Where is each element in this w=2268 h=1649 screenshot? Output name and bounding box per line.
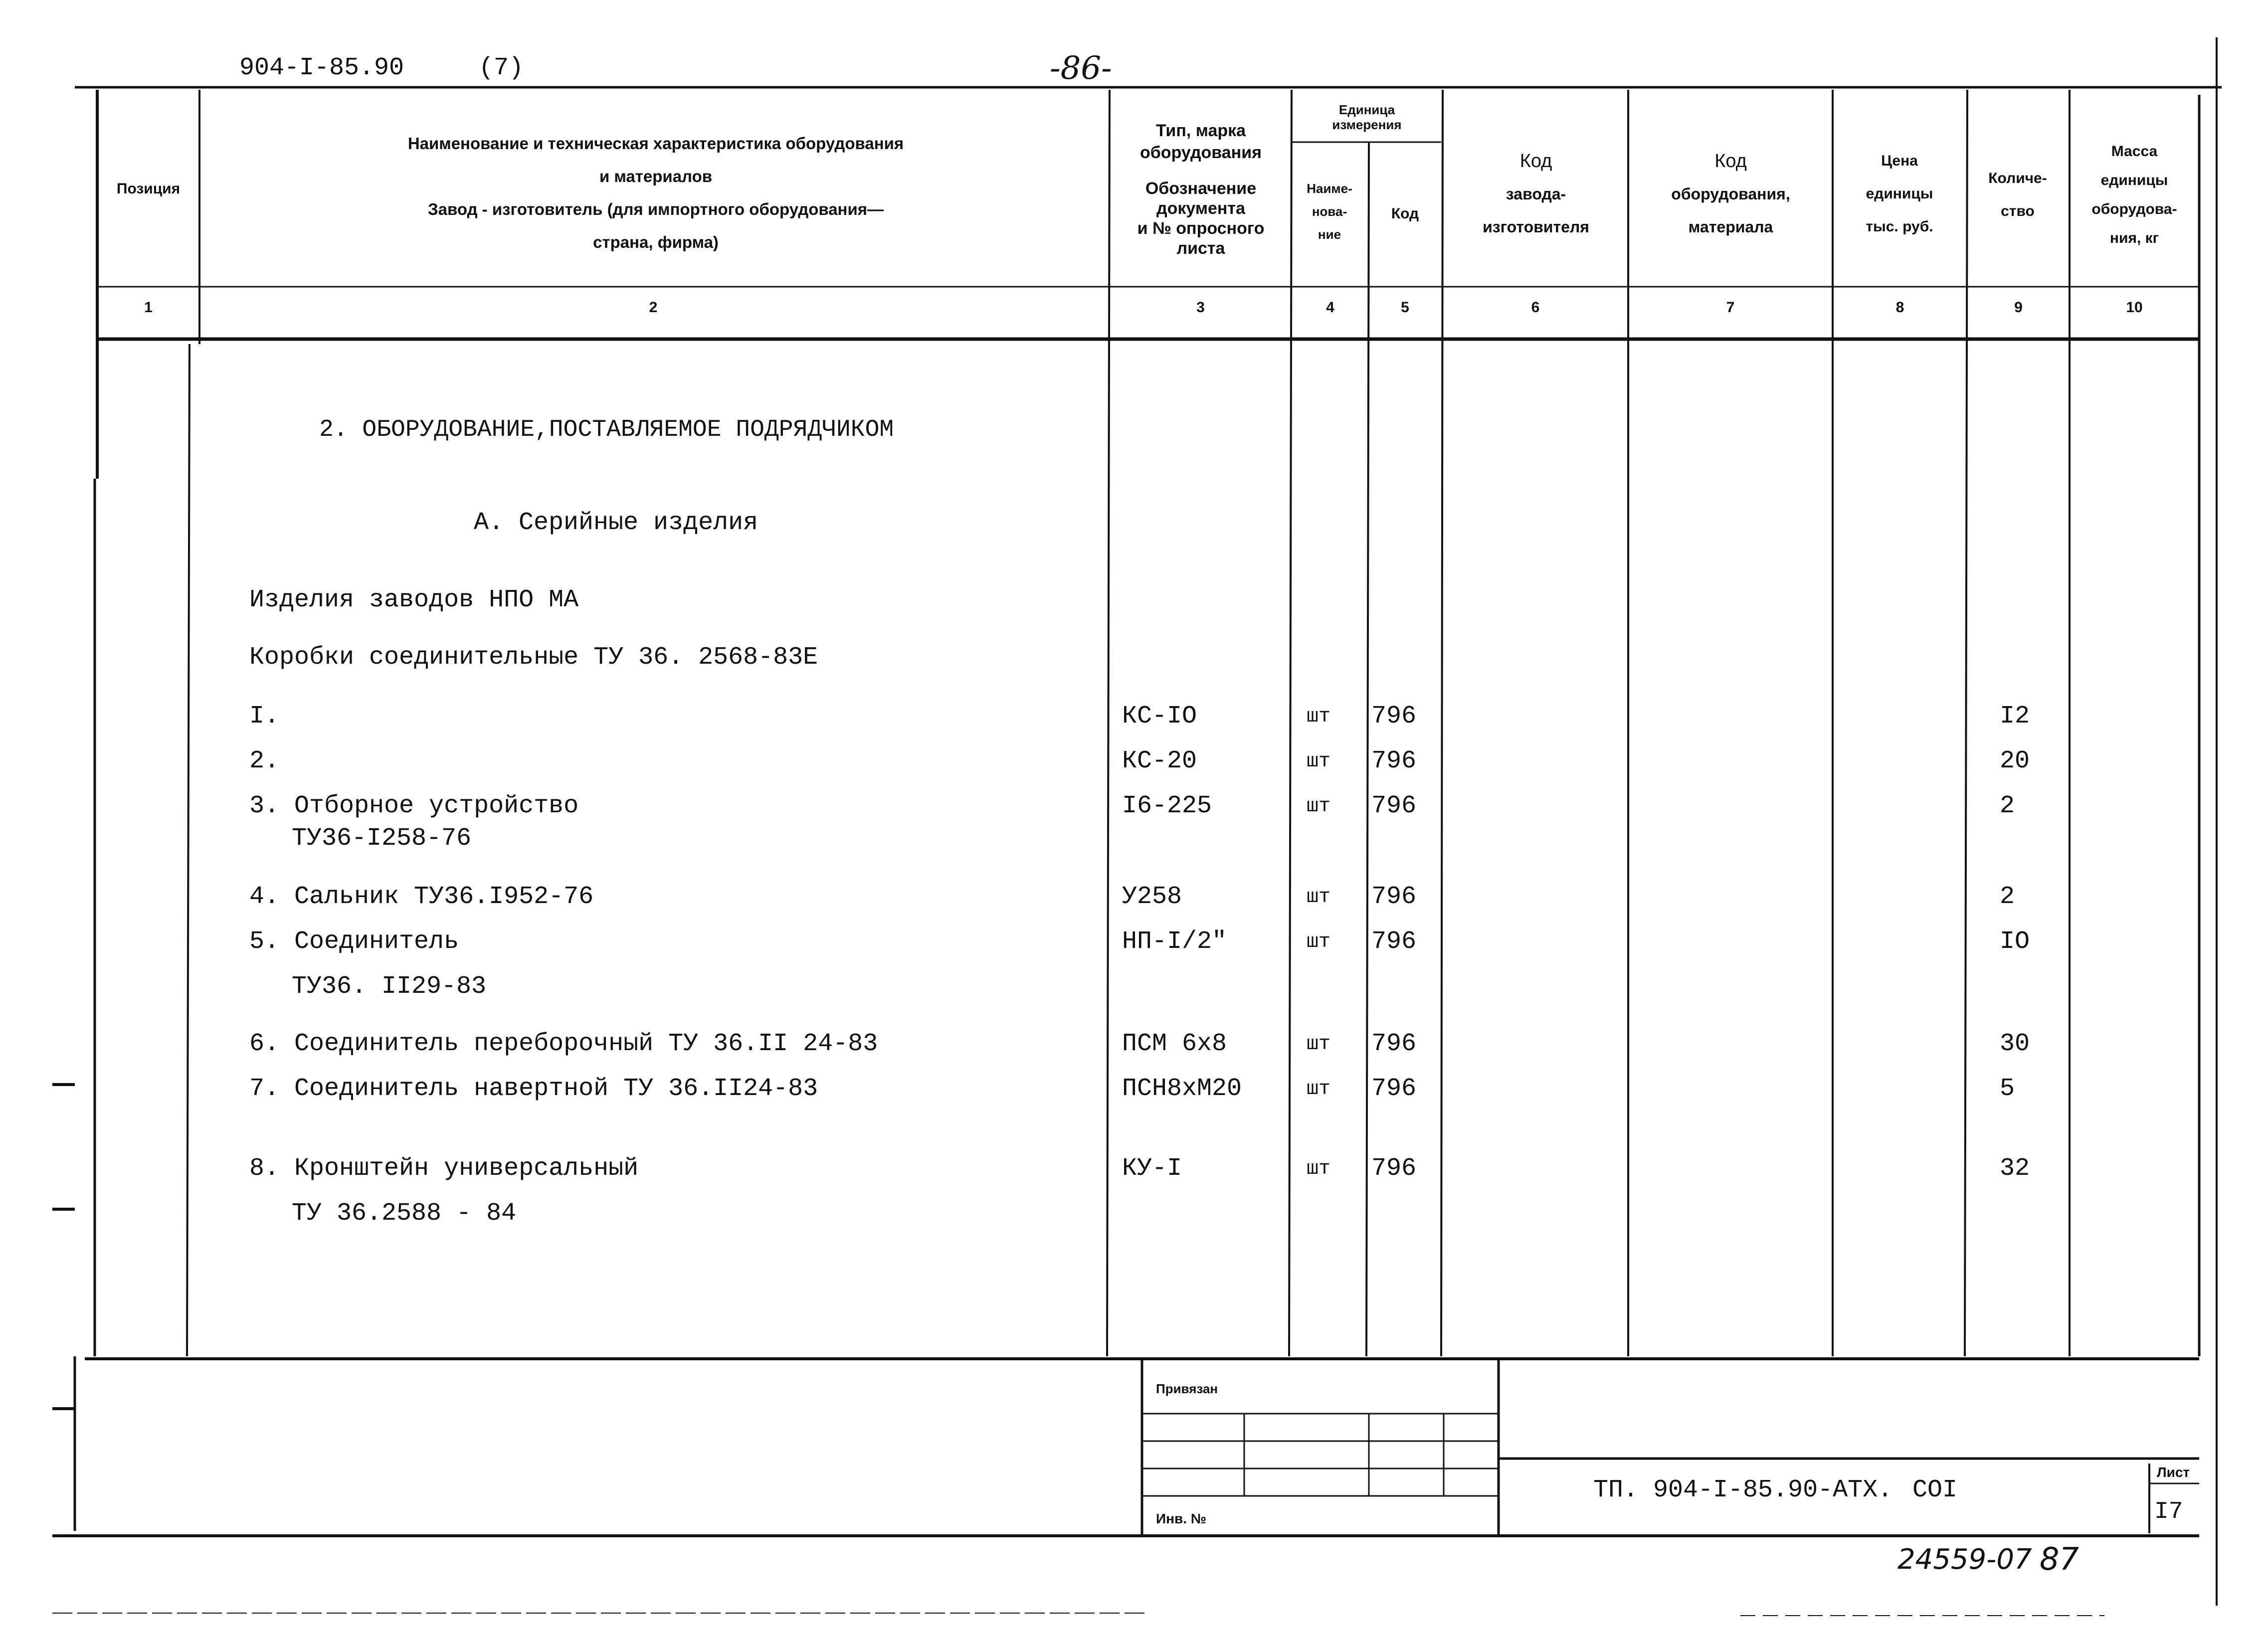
group-heading-2: Коробки соединительные ТУ 36. 2568-83Е (249, 643, 818, 672)
table-row-3-name-line-2: ТУ36-I258-76 (292, 824, 472, 853)
header-mass-line-3: оборудова- (2091, 201, 2177, 217)
table-row-4-code: 796 (1371, 883, 1417, 911)
table-row-2-code: 796 (1371, 747, 1417, 775)
table-row-6-unit: шт (1307, 1033, 1331, 1056)
header-units-line-1: Единица (1338, 102, 1395, 117)
stamp-sheet-code: COI (1912, 1476, 1958, 1504)
header-equipment-code-line-2: оборудования, (1671, 185, 1790, 203)
table-row-5-qty: IO (2000, 927, 2030, 956)
header-quantity-cell (1967, 162, 2068, 228)
header-type-line-1: Тип, марка (1155, 121, 1246, 140)
header-name-line-2: и материалов (599, 167, 713, 185)
header-units-line-2: измерения (1332, 117, 1402, 132)
header-price-cell (1834, 145, 1965, 243)
table-row-8-code: 796 (1371, 1154, 1417, 1183)
header-price-line-2: единицы (1866, 185, 1933, 202)
column-number-7: 7 (1726, 299, 1735, 316)
section-subtitle: А. Серийные изделия (474, 509, 758, 537)
table-row-8-unit: шт (1307, 1158, 1331, 1180)
table-row-8-name-line-2: ТУ 36.2588 - 84 (292, 1199, 517, 1228)
table-row-4-type: У258 (1122, 883, 1182, 911)
header-doc-line-4: листа (1176, 239, 1225, 258)
header-doc-line-2: документа (1156, 199, 1245, 218)
column-number-6: 6 (1531, 299, 1540, 316)
table-row-7-unit: шт (1307, 1078, 1331, 1100)
document-part: (7) (479, 54, 524, 82)
column-number-9: 9 (2014, 299, 2023, 316)
table-row-3-unit: шт (1307, 795, 1331, 818)
page-number-handwritten: -86- (1050, 50, 1112, 87)
stamp-linked-label: Привязан (1156, 1381, 1218, 1396)
table-row-7-code: 796 (1371, 1075, 1417, 1103)
header-quantity-line-1: Количе- (1988, 170, 2047, 186)
table-row-6-name: 6. Соединитель переборочный ТУ 36.II 24-83 (249, 1030, 878, 1058)
header-unit-name-cell (1292, 177, 1367, 246)
table-row-6-qty: 30 (2000, 1030, 2030, 1058)
table-row-7-qty: 5 (2000, 1075, 2015, 1103)
header-name-line-1: Наименование и техническая характеристика оборудования (407, 134, 904, 153)
header-unit-name-line-1: Наиме- (1307, 181, 1352, 196)
column-number-1: 1 (144, 299, 153, 316)
header-factory-code-cell (1444, 145, 1628, 243)
header-name-line-3: Завод - изготовитель (для импортного оборудования— (427, 200, 884, 218)
stamp-designation: ТП. 904-I-85.90-АТХ. (1593, 1476, 1893, 1504)
table-row-8-qty: 32 (2000, 1154, 2030, 1183)
column-number-3: 3 (1196, 299, 1205, 316)
column-number-5: 5 (1401, 299, 1409, 316)
stamp-sheet-number: I7 (2154, 1498, 2183, 1525)
table-row-3-name: 3. Отборное устройство (249, 792, 579, 820)
table-row-1-name: I. (249, 702, 280, 731)
table-row-6-code: 796 (1371, 1030, 1417, 1058)
table-row-4-name: 4. Сальник ТУ36.I952-76 (249, 883, 594, 911)
table-row-1-code: 796 (1371, 702, 1417, 731)
table-row-8-type: КУ-I (1122, 1154, 1182, 1183)
header-factory-code-line-3: изготовителя (1483, 218, 1589, 236)
header-type-line-2: оборудования (1140, 143, 1262, 162)
header-equipment-code-cell (1630, 145, 1832, 243)
archive-number: 24559-07 (1897, 1543, 2032, 1576)
table-row-1-qty: I2 (2000, 702, 2030, 731)
column-number-2: 2 (649, 299, 658, 316)
header-mass-cell (2071, 137, 2198, 253)
header-equipment-code-line-3: материала (1688, 218, 1773, 236)
table-row-5-name: 5. Соединитель (249, 927, 459, 956)
header-name-cell (209, 127, 1102, 259)
table-row-3-type: I6-225 (1122, 792, 1212, 820)
column-number-10: 10 (2126, 299, 2143, 316)
table-row-5-type: НП-I/2" (1122, 927, 1227, 956)
header-unit-code: Код (1391, 205, 1419, 222)
column-number-8: 8 (1895, 299, 1904, 316)
table-row-8-name: 8. Кронштейн универсальный (249, 1154, 639, 1183)
column-number-4: 4 (1326, 299, 1334, 316)
table-row-7-type: ПСН8хМ20 (1122, 1075, 1242, 1103)
document-code: 904-I-85.90 (239, 54, 404, 82)
table-row-4-unit: шт (1307, 886, 1331, 909)
table-row-2-type: КС-20 (1122, 747, 1197, 775)
table-row-2-qty: 20 (2000, 747, 2030, 775)
table-row-5-code: 796 (1371, 927, 1417, 956)
table-row-3-qty: 2 (2000, 792, 2015, 820)
header-mass-line-2: единицы (2100, 172, 2168, 188)
table-row-2-unit: шт (1307, 750, 1331, 773)
group-heading-1: Изделия заводов НПО МА (249, 586, 579, 614)
header-position: Позиция (116, 181, 181, 197)
header-equipment-code-line-1: Код (1714, 151, 1747, 172)
table-row-1-type: КС-IO (1122, 702, 1197, 731)
header-doc-line-1: Обозначение (1145, 179, 1257, 198)
header-factory-code-line-1: Код (1519, 151, 1552, 172)
header-units-group (1293, 102, 1441, 132)
header-doc-line-3: и № опросного (1137, 219, 1265, 238)
stamp-inventory-label: Инв. № (1156, 1511, 1207, 1526)
table-row-5-unit: шт (1307, 931, 1331, 953)
table-row-1-unit: шт (1307, 706, 1331, 728)
table-row-5-name-line-2: ТУ36. II29-83 (292, 972, 487, 1001)
header-unit-name-line-3: ние (1318, 227, 1341, 242)
archive-page: 87 (2040, 1541, 2079, 1577)
table-row-7-name: 7. Соединитель навертной ТУ 36.II24-83 (249, 1075, 818, 1103)
header-mass-line-4: ния, кг (2109, 230, 2159, 246)
header-name-line-4: страна, фирма) (593, 233, 719, 251)
table-row-3-code: 796 (1371, 792, 1417, 820)
table-row-2-name: 2. (249, 747, 280, 775)
header-unit-name-line-2: нова- (1312, 204, 1347, 219)
header-factory-code-line-2: завода- (1506, 185, 1566, 203)
header-mass-line-1: Масса (2111, 143, 2158, 160)
header-type-cell (1111, 120, 1291, 258)
header-quantity-line-2: ство (2001, 203, 2035, 219)
section-title: 2. ОБОРУДОВАНИЕ,ПОСТАВЛЯЕМОЕ ПОДРЯДЧИКОМ (319, 416, 894, 443)
table-row-4-qty: 2 (2000, 883, 2015, 911)
stamp-sheet-label: Лист (2157, 1465, 2190, 1480)
header-price-line-1: Цена (1881, 153, 1918, 169)
table-row-6-type: ПСМ 6х8 (1122, 1030, 1227, 1058)
header-price-line-3: тыс. руб. (1866, 218, 1933, 235)
